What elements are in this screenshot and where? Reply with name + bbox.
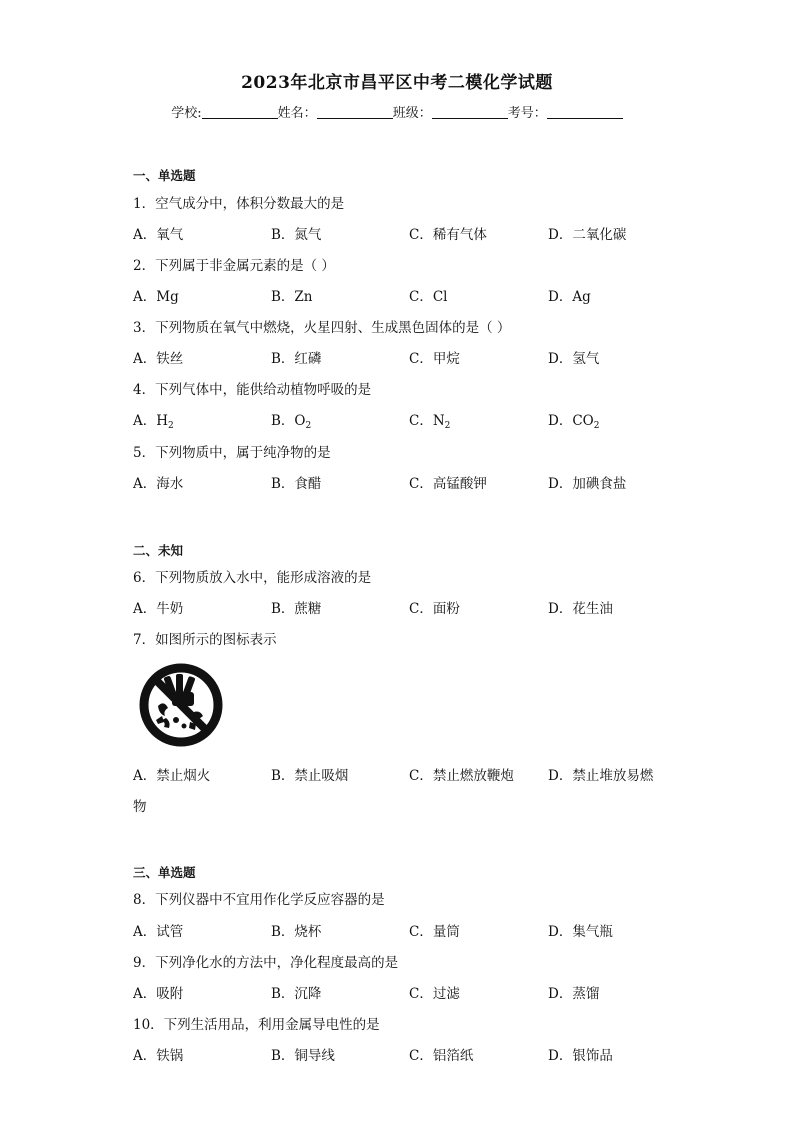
question-stem: 3．下列物质在氧气中燃烧，火星四射、生成黑色固体的是（ ） [133, 320, 511, 336]
option-b: B．烧杯 [271, 924, 322, 940]
option-a: A．禁止烟火 [133, 768, 211, 784]
no-firecrackers-sign-icon [138, 662, 224, 748]
number-label: 考号： [507, 106, 547, 121]
option-a: A．牛奶 [133, 601, 184, 617]
option-b-text: B．O [271, 413, 306, 429]
option-a-text: A．H [133, 413, 169, 429]
option-c: C．过滤 [409, 986, 460, 1002]
question-options [133, 982, 733, 1002]
question-stem: 1．空气成分中，体积分数最大的是 [133, 196, 345, 212]
option-b: B．铜导线 [271, 1048, 335, 1064]
question-stem: 5．下列物质中，属于纯净物的是 [133, 445, 331, 461]
question-stem: 7．如图所示的图标表示 [133, 632, 277, 648]
option-b [271, 409, 311, 431]
option-c: C．高锰酸钾 [409, 476, 487, 492]
option-b: B．食醋 [271, 476, 322, 492]
option-d-continuation: 物 [133, 799, 147, 815]
class-blank[interactable] [432, 104, 508, 119]
section-heading: 一、单选题 [133, 168, 196, 183]
school-blank[interactable] [202, 104, 278, 119]
class-label: 班级： [392, 106, 432, 121]
question-stem: 10．下列生活用品，利用金属导电性的是 [133, 1017, 380, 1033]
question-options [133, 472, 733, 492]
option-c: C．量筒 [409, 924, 460, 940]
question-options [133, 764, 733, 784]
school-label: 学校: [171, 106, 202, 121]
subscript: 2 [444, 421, 451, 431]
option-a: A．海水 [133, 476, 184, 492]
subscript: 2 [593, 421, 600, 431]
question-stem: 4．下列气体中，能供给动植物呼吸的是 [133, 382, 372, 398]
option-a: A．铁丝 [133, 351, 184, 367]
option-a: A．试管 [133, 924, 184, 940]
question-stem: 9．下列净化水的方法中，净化程度最高的是 [133, 955, 399, 971]
option-d: D．花生油 [548, 601, 613, 617]
question-stem: 8．下列仪器中不宜用作化学反应容器的是 [133, 892, 385, 908]
question-options [133, 409, 733, 429]
exam-title: 2023年北京市昌平区中考二模化学试题 [241, 73, 553, 93]
option-b: B．红磷 [271, 351, 322, 367]
option-c: C．稀有气体 [409, 227, 487, 243]
option-b: B．Zn [271, 289, 313, 305]
section-heading: 三、单选题 [133, 865, 196, 880]
option-c: C．面粉 [409, 601, 460, 617]
name-label: 姓名： [277, 106, 317, 121]
section-heading: 二、未知 [133, 543, 184, 558]
question-options [133, 597, 733, 617]
option-c [409, 409, 450, 431]
option-d: D．禁止堆放易燃 [548, 768, 654, 784]
question-stem: 6．下列物质放入水中，能形成溶液的是 [133, 570, 372, 586]
option-a: A．氧气 [133, 227, 184, 243]
option-d: D．银饰品 [548, 1048, 613, 1064]
option-a [133, 409, 174, 431]
question-options [133, 347, 733, 367]
option-d: D．二氧化碳 [548, 227, 627, 243]
name-blank[interactable] [317, 104, 393, 119]
option-d-text: D．CO [548, 413, 594, 429]
option-a: A．铁锅 [133, 1048, 184, 1064]
question-options [133, 1044, 733, 1064]
option-c: C．甲烷 [409, 351, 460, 367]
question-stem: 2．下列属于非金属元素的是（ ） [133, 258, 335, 274]
option-c: C．禁止燃放鞭炮 [409, 768, 514, 784]
option-d: D．加碘食盐 [548, 476, 627, 492]
number-blank[interactable] [547, 104, 623, 119]
option-d [548, 409, 599, 431]
question-options [133, 285, 733, 305]
option-c-text: C．N [409, 413, 445, 429]
option-a: A．吸附 [133, 986, 184, 1002]
option-d: D．蒸馏 [548, 986, 600, 1002]
question-options [133, 920, 733, 940]
option-b: B．沉降 [271, 986, 322, 1002]
question-options [133, 223, 733, 243]
option-a: A．Mg [133, 289, 179, 305]
option-b: B．氮气 [271, 227, 322, 243]
subscript: 2 [168, 421, 174, 431]
subscript: 2 [305, 421, 312, 431]
option-d: D．集气瓶 [548, 924, 613, 940]
option-c: C．Cl [409, 289, 448, 305]
option-d: D．氢气 [548, 351, 600, 367]
student-info-line [0, 102, 794, 121]
option-c: C．铝箔纸 [409, 1048, 474, 1064]
option-d: D．Ag [548, 289, 591, 305]
option-b: B．蔗糖 [271, 601, 322, 617]
option-b: B．禁止吸烟 [271, 768, 349, 784]
